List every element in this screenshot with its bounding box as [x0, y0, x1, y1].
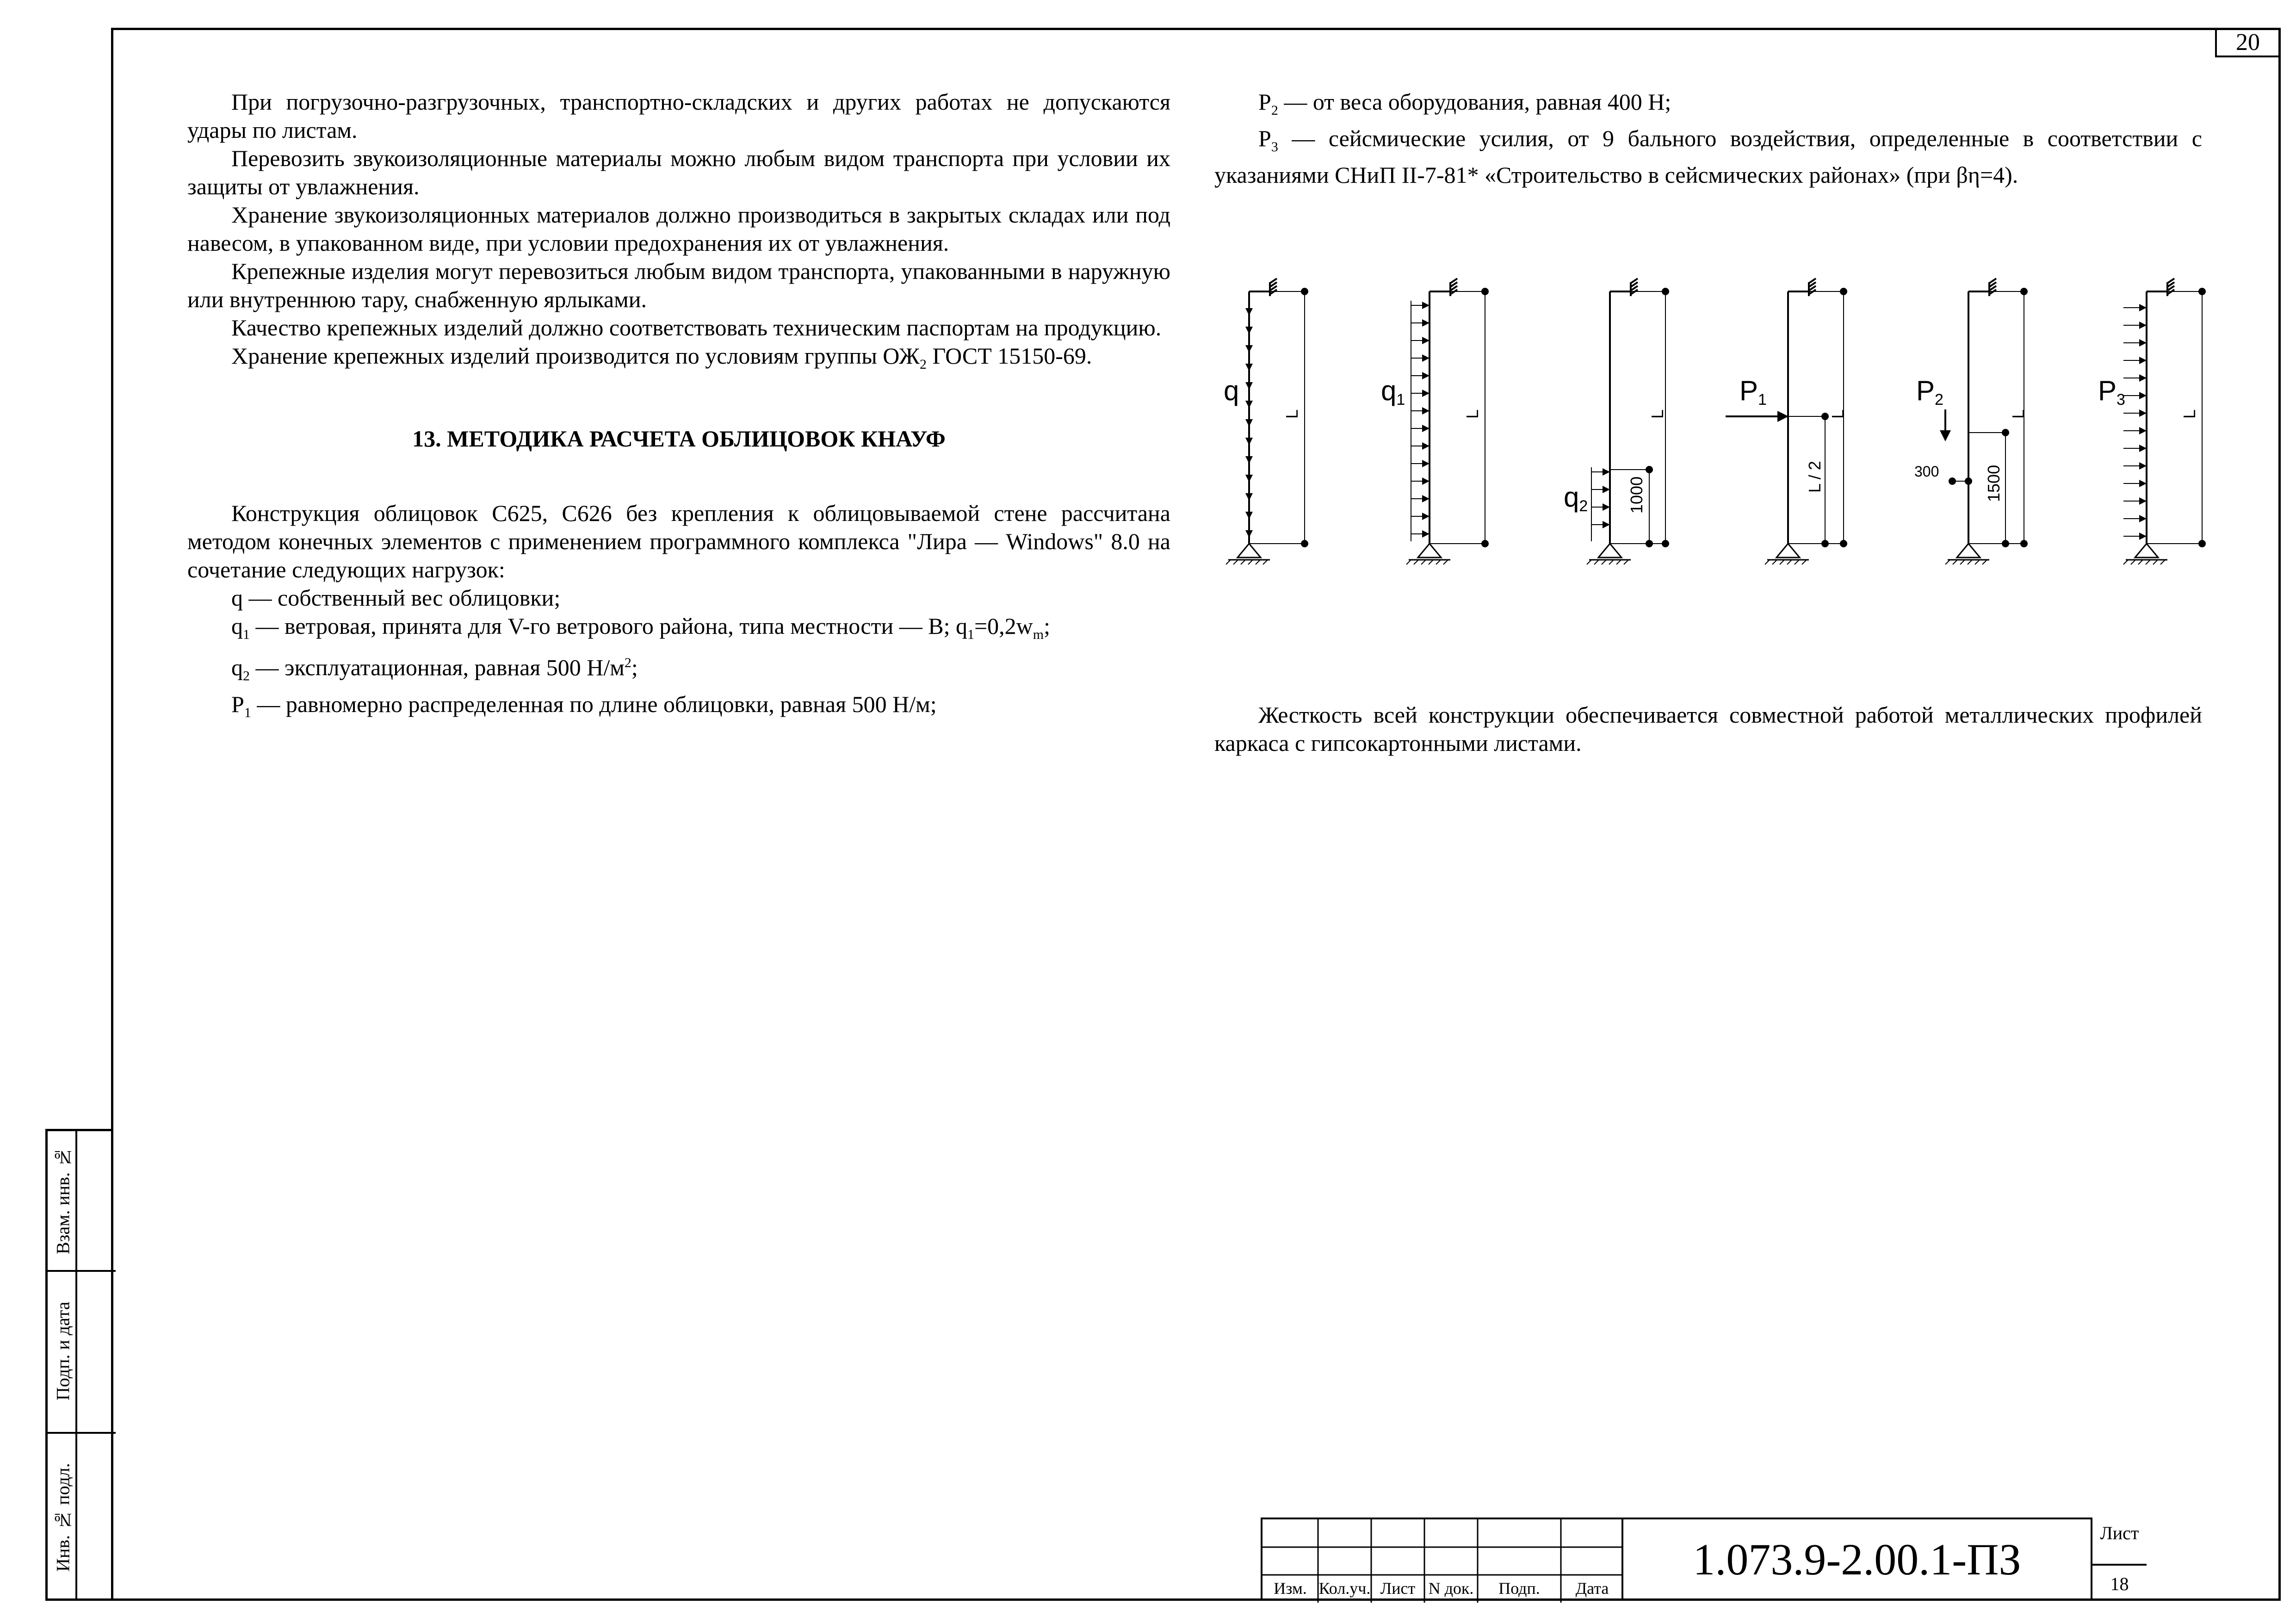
- dimension-dot: [1949, 478, 1955, 484]
- col-ndok: N док.: [1428, 1579, 1474, 1598]
- dim-L: L: [2180, 409, 2199, 419]
- podp-data-label: Подп. и дата: [52, 1301, 74, 1400]
- dimension-dot: [2021, 289, 2027, 294]
- dim-L: L: [1648, 409, 1667, 419]
- label-q1: q1: [1381, 375, 1405, 409]
- list-item: q — собственный вес облицовки;: [231, 585, 561, 611]
- dim-L: L: [1282, 409, 1301, 419]
- dimension-dot: [1482, 541, 1488, 546]
- label-p2: P2: [1916, 375, 1943, 409]
- section-heading: 13. МЕТОДИКА РАСЧЕТА ОБЛИЦОВОК КНАУФ: [412, 426, 946, 452]
- sheet-cell: [2092, 1518, 2147, 1601]
- pinned-support: [2135, 544, 2158, 558]
- col-list: Лист: [1380, 1579, 1416, 1598]
- col-kolych: Кол.уч.: [1318, 1579, 1371, 1598]
- dimension-dot: [1646, 541, 1652, 546]
- right-text-column: [1214, 88, 2202, 189]
- dimension-dot: [2003, 541, 2008, 546]
- pinned-support: [1776, 544, 1800, 558]
- paragraph: Качество крепежных изделий должно соответствовать техническим паспортам на продукцию.: [231, 315, 1162, 341]
- paragraph: Жесткость всей конструкции обеспечивается совместной работой металлических профилей каркаса с гипсокартонными листами.: [1214, 702, 2202, 756]
- dimension-dot: [2003, 430, 2008, 435]
- label-p3: P3: [2098, 375, 2125, 409]
- paragraph: Крепежные изделия могут перевозиться любым видом транспорта, упакованными в наружную или внутреннюю тару, снабженную ярлыками.: [187, 258, 1170, 312]
- pinned-support: [1598, 544, 1621, 558]
- dimension-dot: [1822, 541, 1828, 546]
- sheet-label: Лист: [2100, 1523, 2139, 1543]
- paragraph: Перевозить звукоизоляционные материалы можно любым видом транспорта при условии их защиты от увлажнения.: [187, 145, 1170, 199]
- dimension-dot: [1302, 289, 1307, 294]
- paragraph: Хранение звукоизоляционных материалов должно производиться в закрытых складах или под навесом, в упакованном виде, при условии предохранения их от увлажнения.: [187, 202, 1170, 256]
- dimension-dot: [1822, 414, 1828, 419]
- dimension-dot: [1663, 541, 1668, 546]
- dimension-dot: [1841, 541, 1846, 546]
- paragraph: $P_2$ — от веса оборудования, равная 400 Н;: [1258, 89, 1671, 118]
- dim-L: L: [1463, 409, 1482, 419]
- side-stamp: [45, 1129, 113, 1601]
- dimension-dot: [1966, 478, 1971, 484]
- dimension-dot: [1841, 289, 1846, 294]
- right-text-bottom: [1214, 701, 2202, 757]
- dim-300: 300: [1914, 463, 1939, 480]
- dim-1000: 1000: [1627, 476, 1646, 514]
- paragraph: При погрузочно-разгрузочных, транспортно-складских и других работах не допускаются удары по листам.: [187, 89, 1170, 143]
- paragraph: Конструкция облицовок С625, С626 без крепления к облицовываемой стене рассчитана методом конечных элементов с применением программного комплекса "Лира — Windows" 8.0 на сочетание следующих нагрузок:: [187, 500, 1170, 582]
- label-q: q: [1224, 375, 1239, 406]
- title-block-grid: [1261, 1518, 1621, 1601]
- label-p1: P1: [1739, 375, 1767, 409]
- sheet-number: 18: [2092, 1564, 2147, 1603]
- side-stamp-divider: [48, 1432, 116, 1434]
- list-item: $P_1$ — равномерно распределенная по длине облицовки, равная 500 Н/м;: [231, 691, 937, 720]
- col-podp: Подп.: [1498, 1579, 1540, 1598]
- dimension-dot: [2199, 289, 2205, 294]
- inv-podl-label: Инв. № подл.: [52, 1463, 74, 1572]
- paragraph: $P_3$ — сейсмические усилия, от 9 бального воздействия, определенные в соответствии с указаниями СНиП II-7-81* «Строительство в сейсмических районах» (при βη=4).: [1214, 125, 2202, 188]
- list-item: $q_2$ — эксплуатационная, равная 500 $Н/м^2$;: [231, 654, 638, 684]
- left-text-column: [187, 88, 1170, 727]
- dimension-dot: [1646, 467, 1652, 472]
- col-data: Дата: [1575, 1579, 1609, 1598]
- col-izm: Изм.: [1274, 1579, 1307, 1598]
- dimension-dot: [1663, 289, 1668, 294]
- dim-L-half: L / 2: [1805, 461, 1824, 493]
- dimension-dot: [1482, 289, 1488, 294]
- dimension-dot: [2021, 541, 2027, 546]
- dim-1500: 1500: [1984, 465, 2003, 502]
- dimension-dot: [2199, 541, 2205, 546]
- load-schemes-diagram: [1221, 259, 2239, 583]
- title-block: [1261, 1518, 2281, 1601]
- document-code: 1.073.9-2.00.1-ПЗ: [1621, 1518, 2092, 1601]
- dimension-dot: [1302, 541, 1307, 546]
- paragraph: Хранение крепежных изделий производится по условиям группы $ОЖ_2$ ГОСТ 15150-69.: [231, 343, 1092, 372]
- vzam-inv-label: Взам. инв. №: [52, 1146, 74, 1255]
- dim-L: L: [2009, 409, 2028, 419]
- label-q2: q2: [1564, 482, 1588, 515]
- dim-L: L: [1828, 409, 1847, 419]
- pinned-support: [1418, 544, 1441, 558]
- list-item: $q_1$ — ветровая, принята для V-го ветрового района, типа местности — В; $q_1=0,2w_m$;: [231, 613, 1051, 642]
- pinned-support: [1238, 544, 1261, 558]
- page-number-box: 20: [2215, 28, 2281, 57]
- pinned-support: [1957, 544, 1980, 558]
- side-stamp-divider: [48, 1270, 116, 1272]
